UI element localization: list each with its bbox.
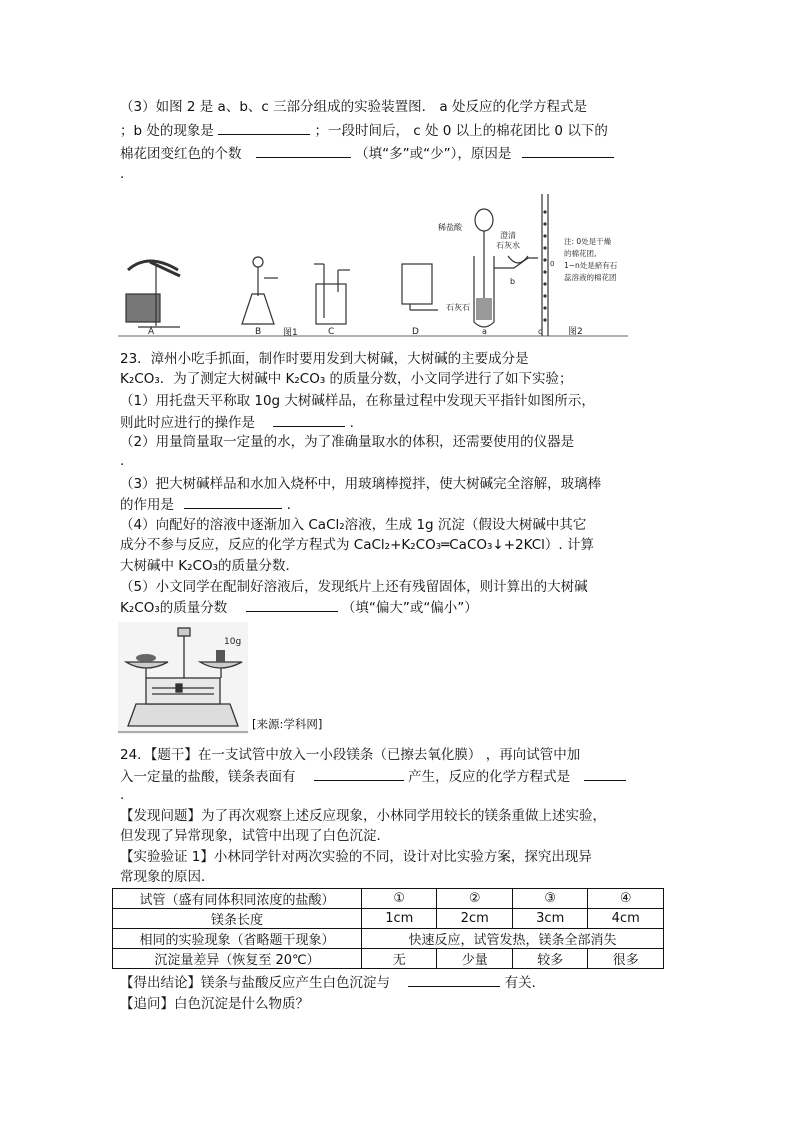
experiment-table	[112, 888, 664, 969]
label-limewater2: 石灰水	[496, 241, 520, 250]
q24-blank-bubbles[interactable]	[314, 766, 404, 781]
table-row-length	[113, 909, 664, 929]
q23-line10: 成分不参与反应，反应的化学方程式为 CaCl₂+K₂CO₃═CaCO₃↓+2KCl）. 计算	[120, 537, 594, 553]
q23-line8b: .	[286, 497, 291, 513]
q24-blank-conclusion[interactable]	[408, 972, 500, 987]
table-cell: 4cm	[588, 909, 664, 929]
label-a: A	[148, 327, 155, 337]
q24-line6: 【实验验证 1】小林同学针对两次实验的不同，设计对比实验方案，探究出现异	[120, 849, 592, 865]
q3-line2b: ；一段时间后， c 处 0 以上的棉花团比 0 以下的	[314, 123, 608, 139]
note-line3: 1~n处是瘀有石	[564, 261, 618, 270]
note-line1: 注: 0处是干燥	[564, 237, 612, 246]
label-zero: 0	[550, 260, 555, 268]
q24-line8	[120, 972, 545, 993]
table-cell: 3cm	[512, 909, 587, 929]
q23-line6: .	[120, 453, 125, 469]
source-note: [来源:学科网]	[252, 717, 323, 731]
q23-line13	[120, 597, 478, 618]
table-cell: 沉淀量差异（恢复至 20℃）	[113, 949, 362, 969]
q3-blank-more-less[interactable]	[256, 143, 351, 158]
table-cell: 较多	[512, 949, 587, 969]
q24-line5: 但发现了异常现象，试管中出现了白色沉淀．	[120, 828, 390, 844]
q3-line2a: ；b 处的现象是	[120, 123, 214, 139]
q23-blank-bias[interactable]	[246, 597, 338, 612]
q24-line2b: 产生，反应的化学方程式是	[408, 769, 571, 785]
q24-line1: 24．【题干】在一支试管中放入一小段镁条（已擦去氧化膜） ，再向试管中加	[120, 747, 581, 763]
q23-line4b: .	[349, 415, 354, 431]
q3-line4: .	[120, 166, 125, 182]
q3-line2	[120, 120, 608, 141]
table-cell: ④	[588, 889, 664, 909]
q24-line7: 常现象的原因．	[120, 869, 215, 885]
label-b: B	[255, 327, 262, 337]
q23-line9: （4）向配好的溶液中逐渐加入 CaCl₂溶液，生成 1g 沉淀（假设大树碱中其它	[120, 517, 587, 533]
q23-blank-rod-role[interactable]	[184, 494, 282, 509]
label-dilute-acid: 稀盐酸	[438, 223, 462, 232]
table-cell: 很多	[588, 949, 664, 969]
figure1-caption: 图1	[283, 328, 298, 338]
q24-line2a: 入一定量的盐酸，镁条表面有	[120, 769, 296, 785]
q23-line1: 23．漳州小吃手抓面，制作时要用发到大树碱，大树碱的主要成分是	[120, 351, 529, 367]
q23-line12: （5）小文同学在配制好溶液后，发现纸片上还有残留固体，则计算出的大树碱	[120, 579, 588, 595]
label-limewater: 澄清	[500, 231, 516, 240]
table-cell: 无	[362, 949, 437, 969]
apparatus-fig2	[474, 194, 548, 336]
q24-line8a: 【得出结论】镁条与盐酸反应产生白色沉淀与	[120, 975, 390, 991]
apparatus-figure	[118, 186, 628, 338]
q24-line3: .	[120, 787, 125, 803]
q23-line11: 大树碱中 K₂CO₃的质量分数．	[120, 558, 300, 574]
table-cell: 试管（盛有同体积同浓度的盐酸）	[113, 889, 362, 909]
table-cell: ①	[362, 889, 437, 909]
q23-blank-operation[interactable]	[273, 412, 345, 427]
q24-blank-equation[interactable]	[584, 766, 626, 781]
table-cell: ②	[437, 889, 512, 909]
label-a-small: a	[482, 327, 487, 336]
table-cell: 快速反应，试管发热，镁条全部消失	[362, 929, 664, 949]
q23-line3: （1）用托盘天平称取 10g 大树碱样品，在称量过程中发现天平指针如图所示，	[120, 393, 595, 409]
q23-line8a: 的作用是	[120, 497, 174, 513]
q3-blank-b-phenomenon[interactable]	[218, 120, 310, 135]
q3-line3a: 棉花团变红色的个数	[120, 146, 242, 162]
apparatus-d	[402, 264, 438, 310]
balance-figure	[118, 622, 378, 734]
q23-line8	[120, 494, 291, 515]
q24-line8b: 有关．	[504, 975, 546, 991]
apparatus-c	[314, 264, 350, 324]
q3-line3b: （填“多”或“少”），原因是	[355, 146, 512, 162]
q23-line13b: （填“偏大”或“偏小”）	[341, 600, 478, 616]
q24-line4: 【发现问题】为了再次观察上述反应现象，小林同学用较长的镁条重做上述实验，	[120, 808, 606, 824]
table-row-phenomenon	[113, 929, 664, 949]
label-c: C	[328, 327, 335, 337]
q24-line9: 【追问】白色沉淀是什么物质？	[120, 996, 309, 1012]
label-c-small: c	[538, 327, 543, 336]
q23-line13a: K₂CO₃的质量分数	[120, 600, 228, 616]
table-cell: ③	[512, 889, 587, 909]
q23-line4a: 则此时应进行的操作是	[120, 415, 255, 431]
q23-line5: （2）用量筒量取一定量的水，为了准确量取水的体积，还需要使用的仪器是	[120, 434, 575, 450]
q23-line4	[120, 412, 354, 433]
table-cell: 2cm	[437, 909, 512, 929]
cotton-balls	[543, 210, 546, 321]
label-limestone: 石灰石	[446, 303, 470, 312]
table-row-precipitate	[113, 949, 664, 969]
table-cell: 相同的实验现象（省略题干现象）	[113, 929, 362, 949]
figure2-caption: 图2	[568, 327, 583, 337]
note-line2: 的棉花团,	[564, 249, 597, 258]
apparatus-b	[242, 257, 278, 324]
q23-line7: （3）把大树碱样品和水加入烧杯中，用玻璃棒搅拌，使大树碱完全溶解，玻璃棒	[120, 476, 602, 492]
q3-line1: （3）如图 2 是 a、b、c 三部分组成的实验装置图． a 处反应的化学方程式是	[120, 99, 587, 115]
table-cell: 少量	[437, 949, 512, 969]
q3-line3	[120, 143, 614, 164]
table-cell: 镁条长度	[113, 909, 362, 929]
label-d: D	[412, 327, 419, 337]
q24-line2	[120, 766, 626, 787]
label-b-small: b	[510, 277, 516, 286]
apparatus-a	[126, 261, 180, 327]
note-line4: 蕊溶液的棉花团	[564, 273, 617, 282]
table-row-header	[113, 889, 664, 909]
table-cell: 1cm	[362, 909, 437, 929]
weight-label: 10g	[224, 637, 242, 647]
q23-line2: K₂CO₃．为了测定大树碱中 K₂CO₃ 的质量分数，小文同学进行了如下实验；	[120, 371, 573, 387]
q3-blank-reason[interactable]	[522, 143, 614, 158]
